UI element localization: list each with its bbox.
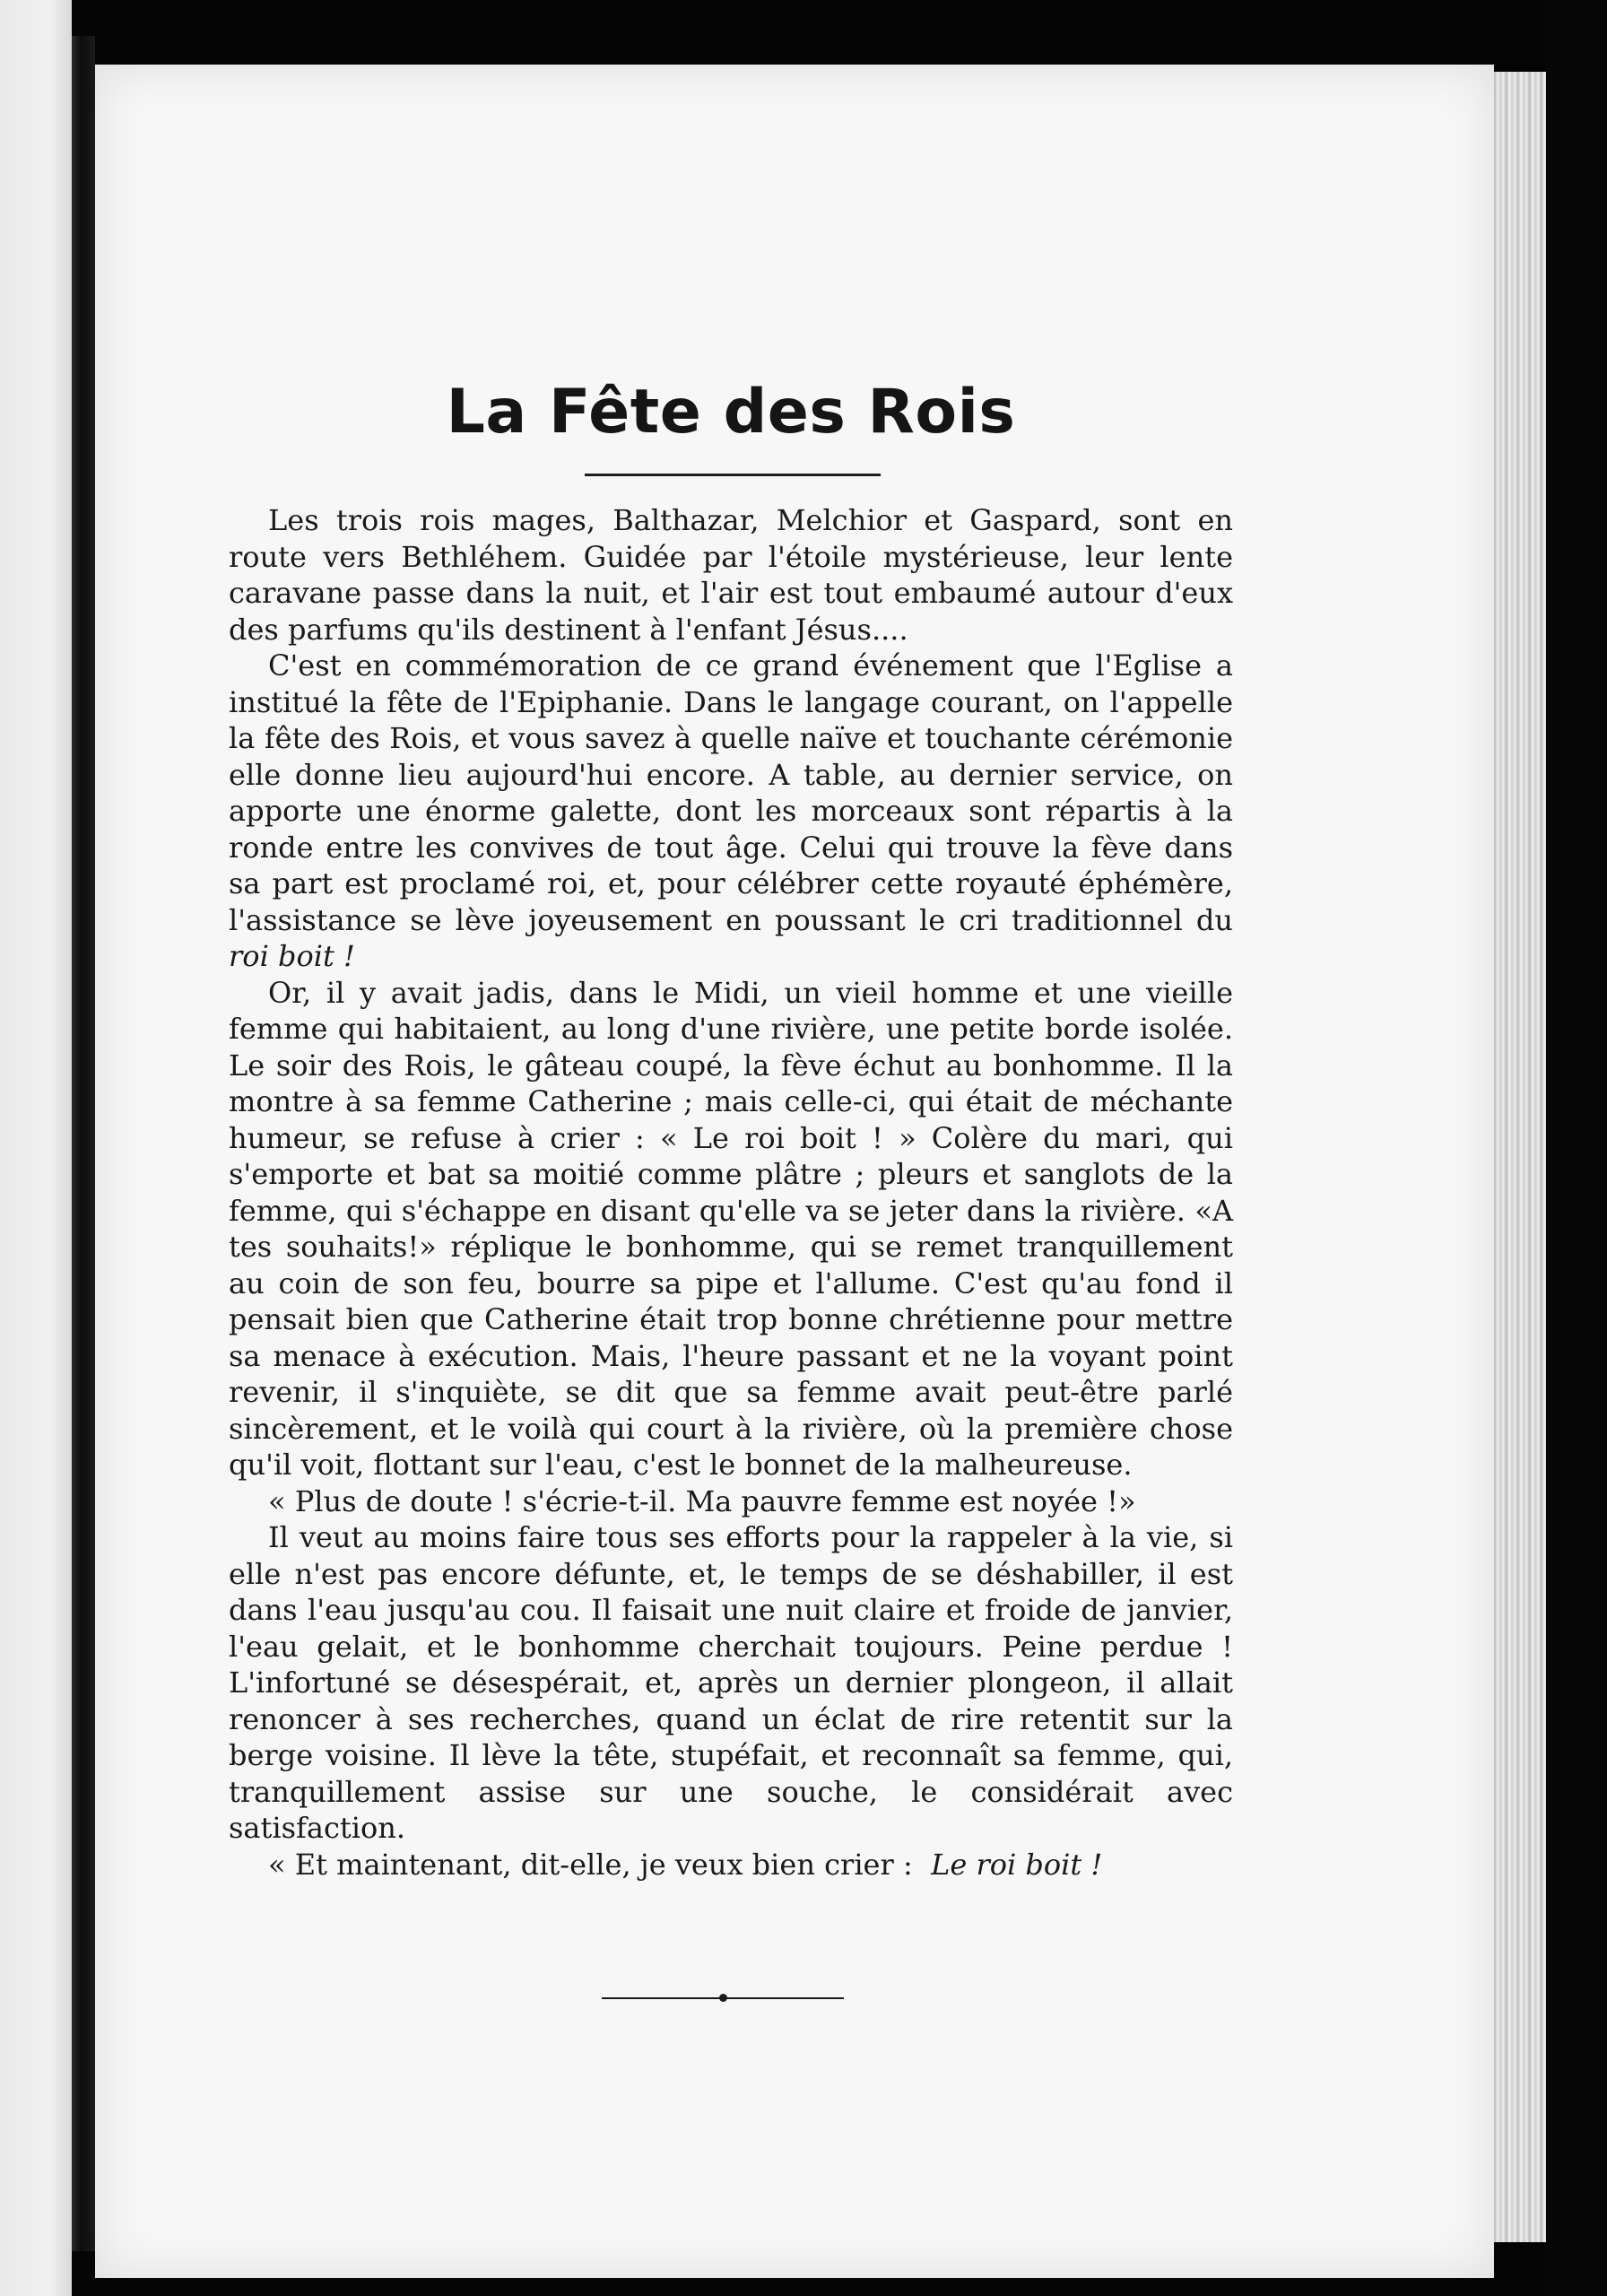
article-body — [229, 502, 1233, 1883]
paragraph — [229, 1483, 1233, 1520]
paragraph-text: « Plus de doute ! s'écrie-t-il. Ma pauvre femme est noyée !» — [268, 1483, 1136, 1518]
page-title: La Fête des Rois — [446, 377, 1016, 448]
book-binding — [72, 36, 95, 2251]
italic-phrase: Le roi boit ! — [931, 1847, 1103, 1882]
italic-phrase: roi boit ! — [229, 939, 355, 973]
ornament-dot — [719, 1994, 727, 2002]
end-ornament — [602, 1993, 844, 2004]
facing-page-edge — [0, 0, 72, 2296]
paragraph — [229, 648, 1233, 975]
paragraph-text: Or, il y avait jadis, dans le Midi, un vieil homme et une vieille femme qui habitaient, au long d'une rivière, une petite borde isolée. Le soir des Rois, le gâteau coupé, la fève échut au bonhomme. Il la montre à sa femme Catherine ; mais celle-ci, qui était de méchante humeur, se refuse à crier : « Le roi boit ! » Colère du mari, qui s'emporte et bat sa moitié comme plâtre ; pleurs et sanglots de la femme, qui s'échappe en disant qu'elle va se jeter dans la rivière. «A tes souhaits!» réplique le bonhomme, qui se remet tranquillement au coin de son feu, bourre sa pipe et l'allume. C'est qu'au fond il pensait bien que Catherine était trop bonne chrétienne pour mettre sa menace à exécution. Mais, l'heure passant et ne la voyant point revenir, il s'inquiète, se dit que sa femme avait peut-être parlé sincèrement, et le voilà qui court à la rivière, où la première chose qu'il voit, flottant sur l'eau, c'est le bonnet de la malheureuse. — [229, 975, 1233, 1482]
paragraph-text: C'est en commémoration de ce grand événement que l'Eglise a institué la fête de l'Epiphanie. Dans le langage courant, on l'appelle la fête des Rois, et vous savez à quelle naïve et touchante cérémonie elle donne lieu aujourd'hui encore. A table, au dernier service, on apporte une énorme galette, dont les morceaux sont répartis à la ronde entre les convives de tout âge. Celui qui trouve la fève dans sa part est proclamé roi, et, pour célébrer cette royauté éphémère, l'assistance se lève joyeusement en poussant le cri traditionnel du — [229, 648, 1233, 937]
paragraph-text: « Et maintenant, dit-elle, je veux bien crier : — [268, 1847, 913, 1882]
title-underline — [585, 474, 881, 476]
paragraph — [229, 975, 1233, 1483]
paragraph-text: Les trois rois mages, Balthazar, Melchior et Gaspard, sont en route vers Bethléhem. Guidée par l'étoile mystérieuse, leur lente caravane passe dans la nuit, et l'air est tout embaumé autour d'eux des parfums qu'ils destinent à l'enfant Jésus.... — [229, 503, 1233, 647]
paragraph — [229, 1519, 1233, 1847]
paragraph — [229, 502, 1233, 648]
paragraph — [229, 1847, 1233, 1883]
scan-background — [1546, 0, 1607, 2296]
paragraph-text: Il veut au moins faire tous ses efforts pour la rappeler à la vie, si elle n'est pas encore défunte, et, le temps de se déshabiller, il est dans l'eau jusqu'au cou. Il faisait une nuit claire et froide de janvier, l'eau gelait, et le bonhomme cherchait toujours. Peine perdue ! L'infortuné se désespérait, et, après un dernier plongeon, il allait renoncer à ses recherches, quand un éclat de rire retentit sur la berge voisine. Il lève la tête, stupéfait, et reconnaît sa femme, qui, tranquillement assise sur une souche, le considérait avec satisfaction. — [229, 1520, 1233, 1845]
